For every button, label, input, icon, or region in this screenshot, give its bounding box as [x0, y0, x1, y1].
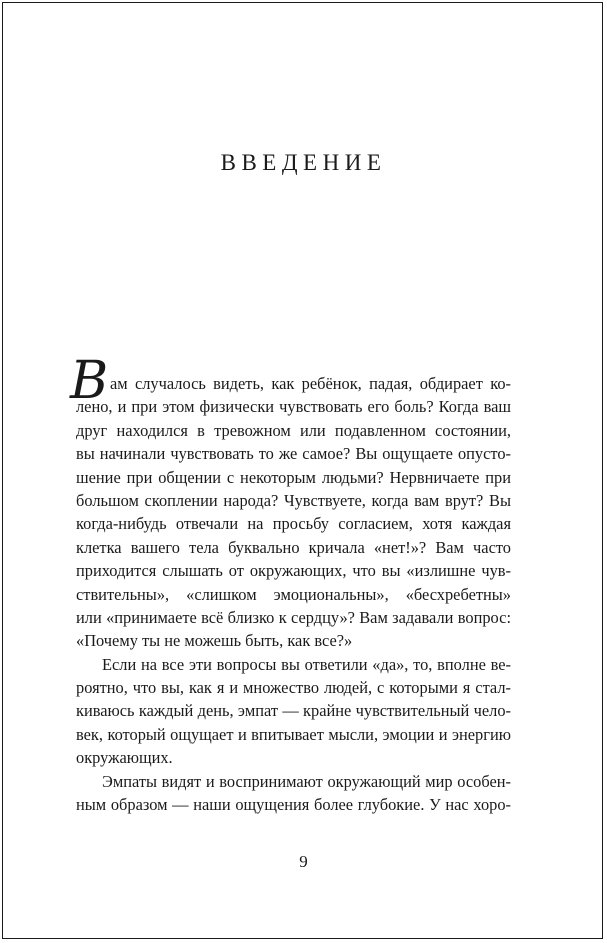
text-line: большом скоплении народа? Чувствуете, когда вам врут? Вы	[76, 490, 511, 510]
body-text	[70, 351, 511, 816]
text-line: вы начинали чувствовать то же самое? Вы ощущаете опусто-	[76, 444, 511, 464]
chapter-title: ВВЕДЕНИЕ	[220, 150, 387, 175]
text-line: ным образом — наши ощущения более глубокие. У нас хоро-	[76, 795, 511, 815]
text-line: когда-нибудь отвечали на просьбу согласием, хотя каждая	[76, 514, 511, 534]
text-line: или «принимаете всё близко к сердцу»? Вам задавали вопрос:	[76, 607, 511, 627]
text-line: «Почему ты не можешь быть, как все?»	[76, 631, 353, 651]
text-line: приходится слышать от окружающих, что вы «излишне чув-	[76, 561, 511, 581]
paragraph-3	[76, 770, 511, 817]
drop-cap: В	[70, 351, 109, 411]
text-line: Если на все эти вопросы вы ответили «да», то, вполне ве-	[102, 654, 511, 674]
text-line: век, который ощущает и впитывает мысли, эмоции и энергию	[76, 724, 511, 744]
text-line: клетка вашего тела буквально кричала «нет!»? Вам часто	[76, 537, 511, 557]
text-line: окружающих.	[76, 748, 173, 768]
text-line: ствительны», «слишком эмоциональны», «бесхребетны»	[76, 584, 511, 604]
text-line: ам случалось видеть, как ребёнок, падая, обдирает ко-	[110, 374, 511, 393]
text-line: роятно, что вы, как я и множество людей, с которыми я стал-	[76, 678, 511, 698]
text-line: шение при общении с некоторым людьми? Нервничаете при	[76, 467, 511, 487]
text-line: киваюсь каждый день, эмпат — крайне чувствительный чело-	[76, 701, 511, 721]
paragraph-1	[76, 372, 511, 653]
paragraph-2	[76, 653, 511, 770]
text-line: лено, и при этом физически чувствовать его боль? Когда ваш	[76, 397, 511, 417]
text-line: друг находился в тревожном или подавленном состоянии,	[76, 420, 511, 440]
page-number: 9	[299, 852, 308, 871]
text-line: Эмпаты видят и воспринимают окружающий мир особен-	[102, 771, 511, 791]
